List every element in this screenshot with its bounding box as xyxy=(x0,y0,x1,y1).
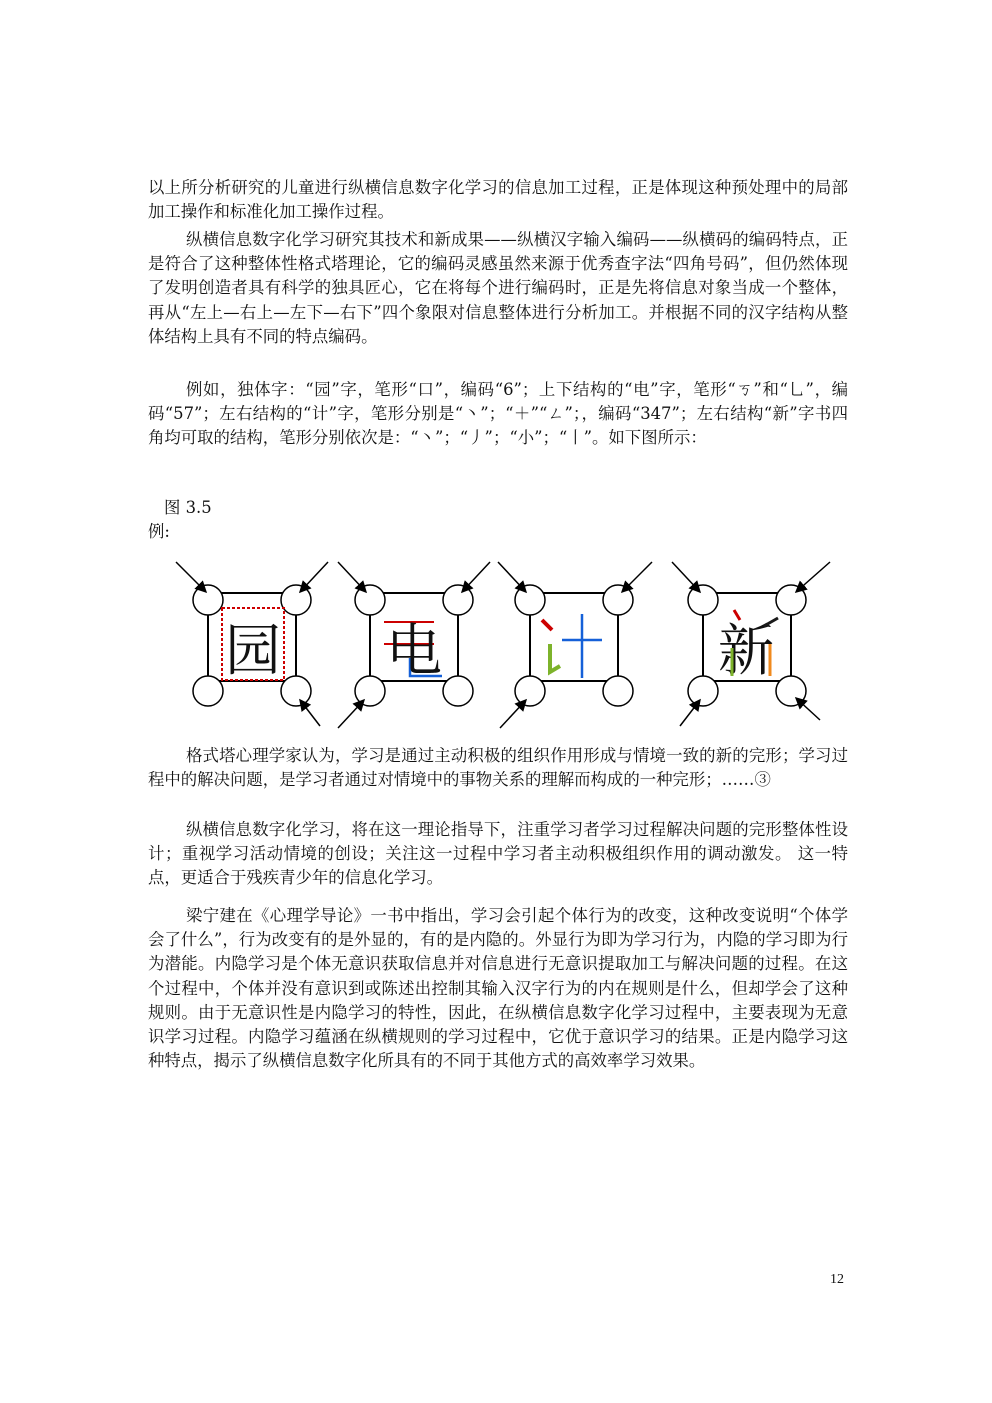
page-number: 12 xyxy=(830,1272,844,1287)
char-box-ji xyxy=(498,562,652,728)
char-box-dian xyxy=(338,562,490,728)
encoding-figure xyxy=(0,548,992,738)
char-box-yuan xyxy=(176,562,328,726)
paragraph-1: 以上所分析研究的儿童进行纵横信息数字化学习的信息加工过程，正是体现这种预处理中的局部加工操作和标准化加工操作过程。 xyxy=(148,178,848,222)
char-box-xin xyxy=(672,562,830,726)
char-ji: 计 xyxy=(546,619,602,684)
paragraph-5: 纵横信息数字化学习，将在这一理论指导下，注重学习者学习过程解决问题的完形整体性设计；重视学习活动情境的创设；关注这一过程中学习者主动积极组织作用的调动激发。 这一特点，更适合于残疾青少年的信息化学习。 xyxy=(148,820,848,888)
char-xin: 新 xyxy=(718,619,774,684)
paragraph-4: 格式塔心理学家认为，学习是通过主动积极的组织作用形成与情境一致的新的完形；学习过程中的解决问题，是学习者通过对情境中的事物关系的理解而构成的一种完形；……③ xyxy=(148,746,848,790)
paragraph-2: 纵横信息数字化学习研究其技术和新成果——纵横汉字输入编码——纵横码的编码特点，正是符合了这种整体性格式塔理论，它的编码灵感虽然来源于优秀查字法“四角号码”，但仍然体现了发明创造者具有科学的独具匠心，它在将每个进行编码时，正是先将信息对象当成一个整体，再从“左上—右上—左下—右下”四个象限对信息整体进行分析加工。并根据不同的汉字结构从整体结构上具有不同的特点编码。 xyxy=(148,230,848,346)
figure-caption: 图 3.5 xyxy=(164,498,212,517)
paragraph-6: 梁宁建在《心理学导论》一书中指出，学习会引起个体行为的改变，这种改变说明“个体学会了什么”，行为改变有的是外显的，有的是内隐的。外显行为即为学习行为，内隐的学习即为行为潜能。内隐学习是个体无意识获取信息并对信息进行无意识提取加工与解决问题的过程。在这个过程中，个体并没有意识到或陈述出控制其输入汉字行为的内在规则是什么，但却学会了这种规则。由于无意识性是内隐学习的特性，因此，在纵横信息数字化学习过程中，主要表现为无意识学习过程。内隐学习蕴涵在纵横规则的学习过程中，它优于意识学习的结果。正是内隐学习这种特点，揭示了纵横信息数字化所具有的不同于其他方式的高效率学习效果。 xyxy=(148,906,848,1071)
figure-example-label: 例: xyxy=(148,522,170,541)
paragraph-3: 例如，独体字：“园”字，笔形“口”，编码“6”；上下结构的“电”字，笔形“ㄎ”和“乚”，编码“57”；左右结构的“计”字，笔形分别是“丶”；“＋”“ㄥ”；，编码“347”；左右结构“新”字书四角均可取的结构，笔形分别依次是：“丶”；“丿”；“小”；“丨”。如下图所示： xyxy=(148,380,848,448)
char-dian: 电 xyxy=(386,619,442,684)
char-yuan: 园 xyxy=(225,619,281,684)
